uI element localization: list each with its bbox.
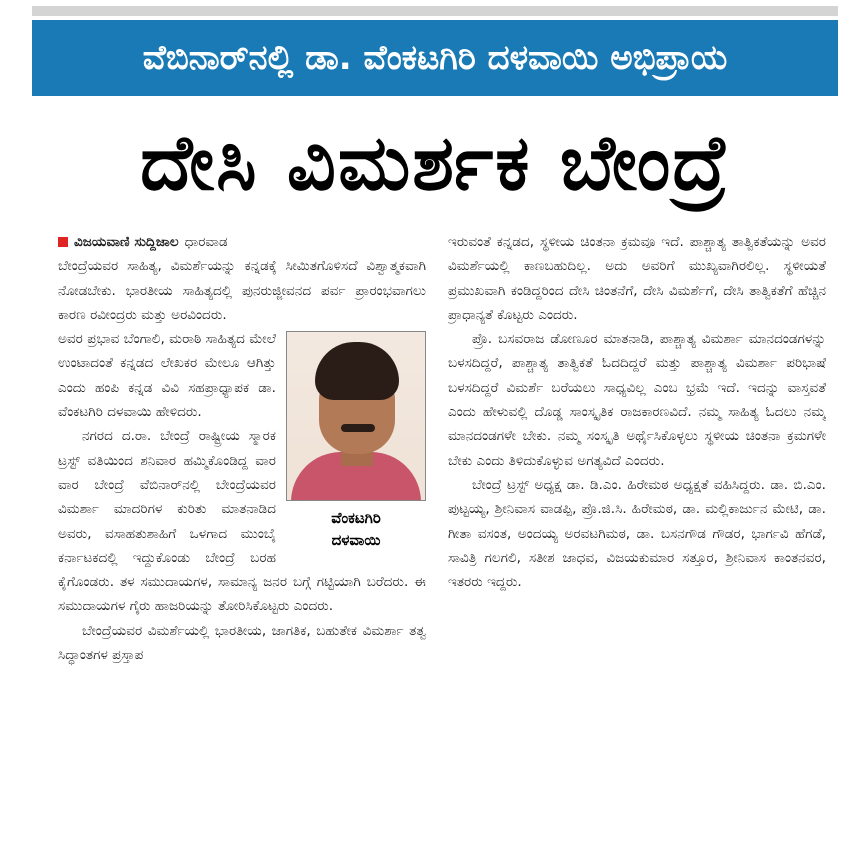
byline-source: ವಿಜಯವಾಣಿ ಸುದ್ದಿಜಾಲ — [74, 234, 179, 250]
byline-location: ಧಾರವಾಡ — [184, 234, 228, 250]
paragraph: ಇರುವಂತೆ ಕನ್ನಡದ, ಸ್ಥಳೀಯ ಚಿಂತನಾ ಕ್ರಮವೂ ಇದೆ. ಪಾಶ್ಚಾತ್ಯ ತಾತ್ವಿಕತೆಯನ್ನು ಅವರ ವಿಮರ್ಶೆಯಲ್ಲಿ ಕಾಣಬಹುದಿಲ್ಲ. ಅದು ಅವರಿಗೆ ಮುಖ್ಯವಾಗಿರಲಿಲ್ಲ. ಸ್ಥಳೀಯತೆ ಪ್ರಮುಖವಾಗಿ ಕಂಡಿದ್ದರಿಂದ ದೇಸಿ ಚಿಂತನೆಗೆ, ದೇಸಿ ವಿಮರ್ಶೆಗೆ, ದೇಸಿ ತಾತ್ವಿಕತೆಗೆ ಹೆಚ್ಚಿನ ಪ್ರಾಧಾನ್ಯತೆ ಕೊಟ್ಟರು ಎಂದರು. — [448, 234, 826, 323]
headline: ದೇಸಿ ವಿಮರ್ಶಕ ಬೇಂದ್ರೆ — [140, 117, 730, 207]
paragraph: ಬೇಂದ್ರೆ ಟ್ರಸ್ಟ್ ಅಧ್ಯಕ್ಷ ಡಾ. ಡಿ.ಎಂ. ಹಿರೇಮಠ ಅಧ್ಯಕ್ಷತೆ ವಹಿಸಿದ್ದರು. ಡಾ. ಬಿ.ಎಂ. ಪುಟ್ಟಯ್ಯ, ಶ್ರೀನಿವಾಸ ವಾಡಪ್ಪಿ, ಪ್ರೊ.ಜಿ.ಸಿ. ಹಿರೇಮಠ, ಡಾ. ಮಲ್ಲಿಕಾರ್ಜುನ ಮೇಟಿ, ಡಾ. ಗೀತಾ ವಸಂತ, ಅಂದಯ್ಯ ಅರವಟಗಿಮಠ, ಡಾ. ಬಸನಗೌಡ ಗೌಡರ, ಭಾರ್ಗವಿ ಹೆಗಡೆ, ಸಾವಿತ್ರಿ ಗಲಗಲಿ, ಸತೀಶ ಜಾಧವ, ವಿಜಯಕುಮಾರ ಸತ್ತೂರ, ಶ್ರೀನಿವಾಸ ಕಾಂತನವರ, ಇತರರು ಇದ್ದರು. — [448, 476, 826, 591]
article-column-right — [448, 230, 826, 842]
kicker-banner: ವೆಬಿನಾರ್‌ನಲ್ಲಿ ಡಾ. ವೆಂಕಟಗಿರಿ ದಳವಾಯಿ ಅಭಿಪ್ರಾಯ — [32, 20, 838, 96]
article-column-left — [58, 230, 426, 842]
photo-caption — [286, 507, 426, 551]
photo-box — [286, 331, 426, 551]
photo-caption-line2: ದಳವಾಯಿ — [331, 531, 381, 550]
top-rule — [32, 6, 838, 16]
paragraph: ಅವರ ಪ್ರಭಾವ ಬೆಂಗಾಲಿ, ಮರಾಠಿ ಸಾಹಿತ್ಯದ ಮೇಲೆ ಉಂಟಾದಂತೆ ಕನ್ನಡದ ಲೇಖಕರ ಮೇಲೂ ಆಗಿತ್ತು ಎಂದು ಹಂಪಿ ಕನ್ನಡ ವಿವಿ ಸಹಪ್ರಾಧ್ಯಾಪಕ ಡಾ. ವೆಂಕಟಗಿರಿ ದಳವಾಯಿ ಹೇಳಿದರು. — [58, 331, 276, 421]
portrait-photo — [286, 331, 426, 501]
byline-square-icon — [58, 237, 68, 247]
paragraph: ನಗರದ ದ.ರಾ. ಬೇಂದ್ರೆ ರಾಷ್ಟ್ರೀಯ ಸ್ಮಾರಕ ಟ್ರಸ್ಟ್ ವತಿಯಿಂದ ಶನಿವಾರ ಹಮ್ಮಿಕೊಂಡಿದ್ದ ವಾರ ವಾರ ಬೇಂದ್ರೆ ವೆಬಿನಾರ್‌ನಲ್ಲಿ ಬೇಂದ್ರೆಯವರ ವಿಮರ್ಶಾ ಮಾದರಿಗಳ ಕುರಿತು ಮಾತನಾಡಿದ ಅವರು, ವಸಾಹತುಶಾಹಿಗೆ ಒಳಗಾದ ಮುಂಬೈ ಕರ್ನಾಟಕದಲ್ಲಿ ಇದ್ದುಕೊಂಡು ಬೇಂದ್ರೆ ಬರಹ ಕೈಗೊಂಡರು. ತಳ ಸಮುದಾಯಗಳ, ಸಾಮಾನ್ಯ ಜನರ ಬಗ್ಗೆ ಗಟ್ಟಿಯಾಗಿ ಬರೆದರು. ಈ ಸಮುದಾಯಗಳ ಗೈರು ಹಾಜರಿಯನ್ನು ತೋರಿಸಿಕೊಟ್ಟರು ಎಂದರು. — [58, 428, 426, 615]
paragraph: ಪ್ರೊ. ಬಸವರಾಜ ಡೋಣೂರ ಮಾತನಾಡಿ, ಪಾಶ್ಚಾತ್ಯ ವಿಮರ್ಶಾ ಮಾನದಂಡಗಳನ್ನು ಬಳಸದಿದ್ದರೆ, ಪಾಶ್ಚಾತ್ಯ ತಾತ್ವಿಕತೆ ಓದದಿದ್ದರೆ ಮತ್ತು ಪಾಶ್ಚಾತ್ಯ ವಿಮರ್ಶಾ ಪರಿಭಾಷೆ ಬಳಸದಿದ್ದರೆ ವಿಮರ್ಶೆ ಬರೆಯಲು ಸಾಧ್ಯವಿಲ್ಲ ಎಂಬ ಭ್ರಮೆ ಇದೆ. ಇದನ್ನು ವಾಸ್ತವತೆ ಎಂದು ಹೇಳುವಲ್ಲಿ ದೊಡ್ಡ ಸಾಂಸ್ಕೃತಿಕ ರಾಜಕಾರಣವಿದೆ. ನಮ್ಮ ಸಾಹಿತ್ಯ ಓದಲು ನಮ್ಮ ಮಾನದಂಡಗಳೇ ಬೇಕು. ನಮ್ಮ ಸಂಸ್ಕೃತಿ ಅರ್ಥೈಸಿಕೊಳ್ಳಲು ಸ್ಥಳೀಯ ಚಿಂತನಾ ಕ್ರಮಗಳೇ ಬೇಕು ಎಂದು ತಿಳಿದುಕೊಳ್ಳುವ ಅಗತ್ಯವಿದೆ ಎಂದರು. — [448, 331, 826, 469]
paragraph: ಬೇಂದ್ರೆಯವರ ವಿಮರ್ಶೆಯಲ್ಲಿ ಭಾರತೀಯ, ಜಾಗತಿಕ, ಬಹುತೇಕ ವಿಮರ್ಶಾ ತತ್ವ ಸಿದ್ಧಾಂತಗಳ ಪ್ರಸ್ತಾಪ — [58, 622, 426, 664]
paragraph: ಬೇಂದ್ರೆಯವರ ಸಾಹಿತ್ಯ, ವಿಮರ್ಶೆಯನ್ನು ಕನ್ನಡಕ್ಕೆ ಸೀಮಿತಗೊಳಿಸದೆ ವಿಶ್ವಾತ್ಮಕವಾಗಿ ನೋಡಬೇಕು. ಭಾರತೀಯ ಸಾಹಿತ್ಯದಲ್ಲಿ ಪುನರುಜ್ಜೀವನದ ಪರ್ವ ಪ್ರಾರಂಭವಾಗಲು ಕಾರಣ ರವೀಂದ್ರರು ಮತ್ತು ಅರವಿಂದರು. — [58, 258, 426, 323]
byline — [58, 230, 426, 254]
photo-caption-line1: ವೆಂಕಟಗಿರಿ — [331, 509, 381, 528]
